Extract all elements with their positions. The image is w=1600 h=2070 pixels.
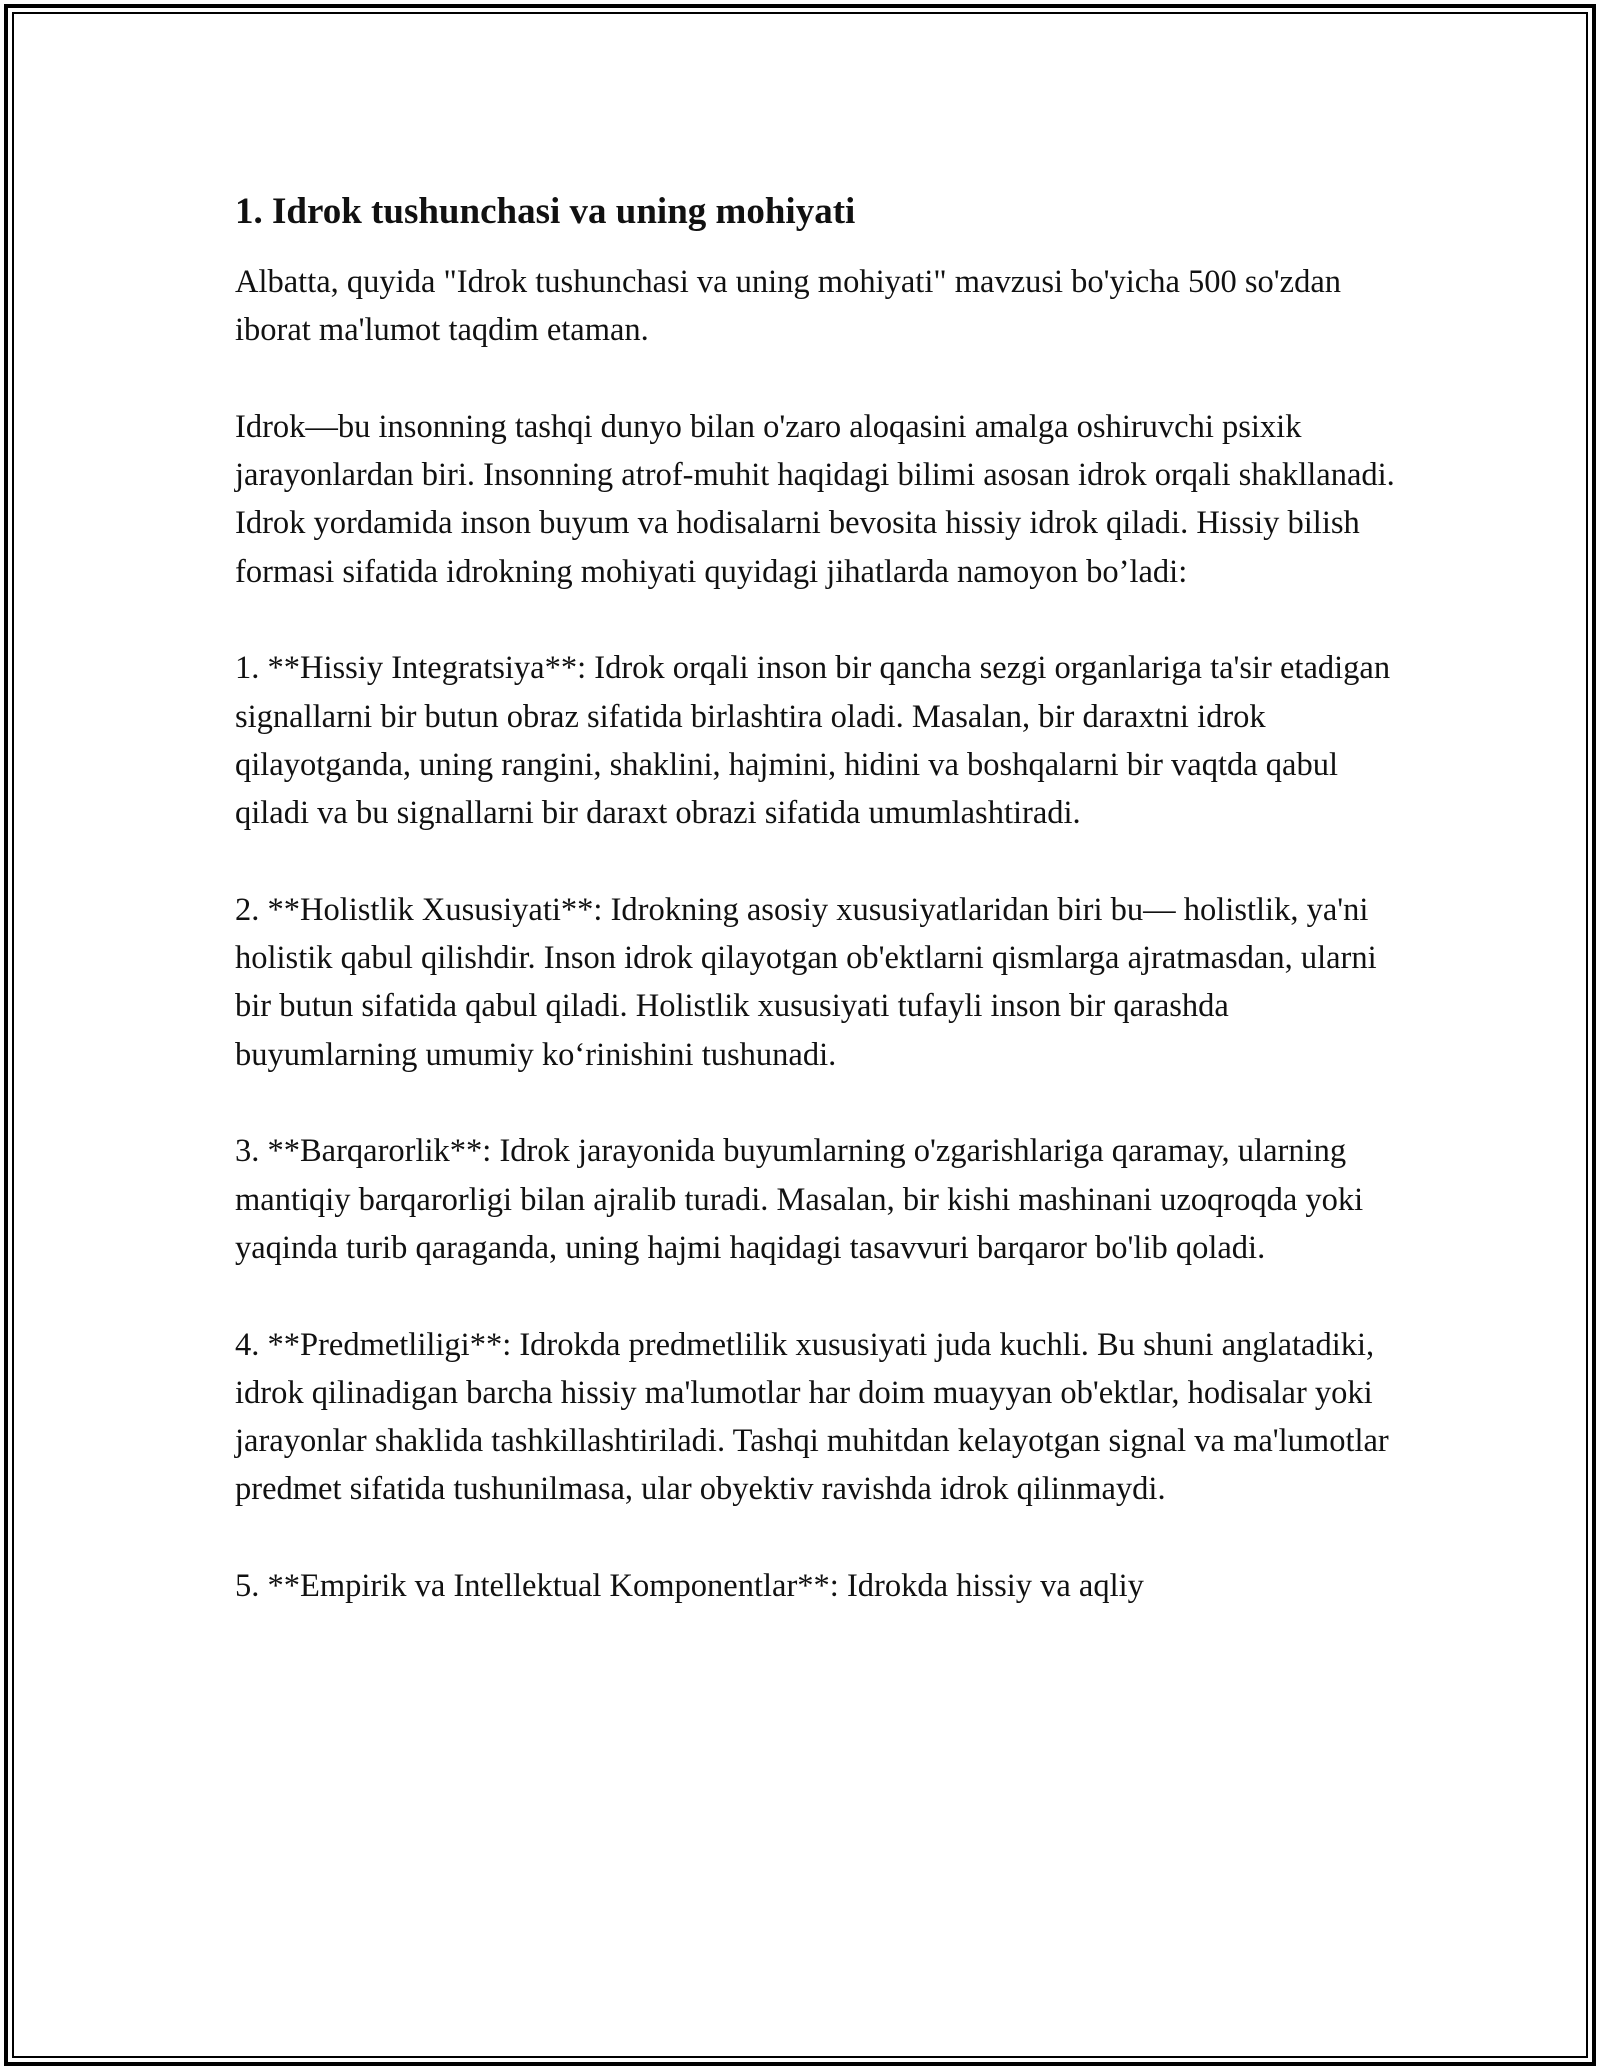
document-body xyxy=(235,188,1405,1659)
document-title: 1. Idrok tushunchasi va uning mohiyati xyxy=(235,191,856,232)
paragraph-point-2: 2. **Holistlik Xususiyati**: Idrokning asosiy xususiyatlaridan biri bu— holistlik, ya'ni holistik qabul qilishdir. Inson idrok qilayotgan ob'ektlarni qismlarga ajratmasdan, ularni bir butun sifatida qabul qiladi. Holistlik xususiyati tufayli inson bir qarashda buyumlarning umumiy ko‘rinishini tushunadi. xyxy=(235,891,1377,1073)
paragraph-point-4: 4. **Predmetliligi**: Idrokda predmetlilik xususiyati juda kuchli. Bu shuni anglatadiki, idrok qilinadigan barcha hissiy ma'lumotlar har doim muayyan ob'ektlar, hodisalar yoki jarayonlar shaklida tashkillashtiriladi. Tashqi muhitdan kelayotgan signal va ma'lumotlar predmet sifatida tushunilmasa, ular obyektiv ravishda idrok qilinmaydi. xyxy=(235,1326,1389,1508)
paragraph-definition: Idrok—bu insonning tashqi dunyo bilan o'zaro aloqasini amalga oshiruvchi psixik jarayonlardan biri. Insonning atrof-muhit haqidagi bilimi asosan idrok orqali shakllanadi. Idrok yordamida inson buyum va hodisalarni bevosita hissiy idrok qiladi. Hissiy bilish formasi sifatida idrokning mohiyati quyidagi jihatlarda namoyon bo’ladi: xyxy=(235,408,1395,590)
paragraph-point-5: 5. **Empirik va Intellektual Komponentlar**: Idrokda hissiy va aqliy xyxy=(235,1568,1144,1605)
paragraph-point-3: 3. **Barqarorlik**: Idrok jarayonida buyumlarning o'zgarishlariga qaramay, ularning mantiqiy barqarorligi bilan ajralib turadi. Masalan, bir kishi mashinani uzoqroqda yoki yaqinda turib qaraganda, uning hajmi haqidagi tasavvuri barqaror bo'lib qoladi. xyxy=(235,1133,1364,1266)
paragraph-intro: Albatta, quyida "Idrok tushunchasi va uning mohiyati" mavzusi bo'yicha 500 so'zdan iborat ma'lumot taqdim etaman. xyxy=(235,264,1342,349)
paragraph-point-1: 1. **Hissiy Integratsiya**: Idrok orqali inson bir qancha sezgi organlariga ta'sir etadigan signallarni bir butun obraz sifatida birlashtira oladi. Masalan, bir daraxtni idrok qilayotganda, uning rangini, shaklini, hajmini, hidini va boshqalarni bir vaqtda qabul qiladi va bu signallarni bir daraxt obrazi sifatida umumlashtiradi. xyxy=(235,650,1391,832)
